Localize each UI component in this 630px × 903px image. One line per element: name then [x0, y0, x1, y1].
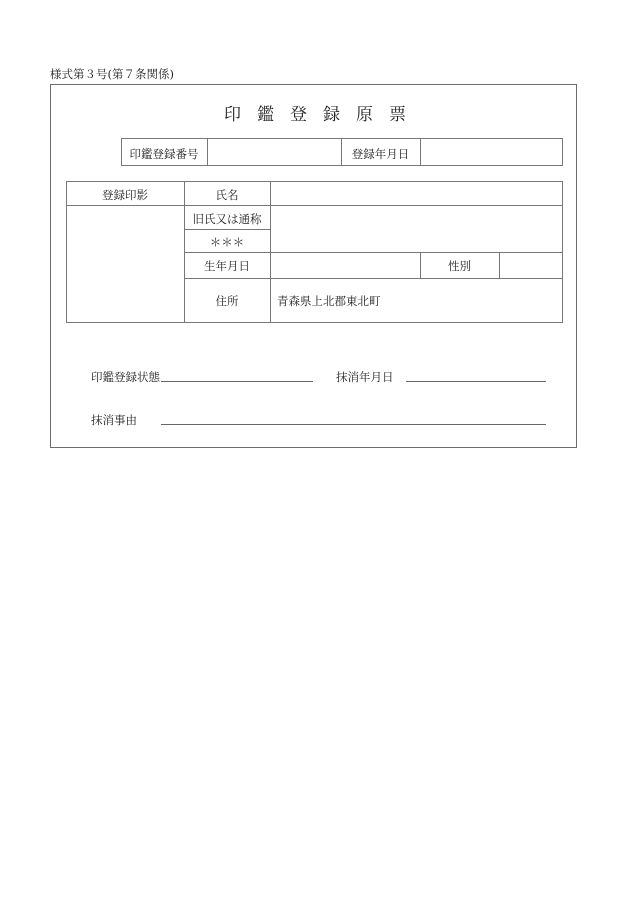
divider: [184, 278, 563, 279]
title-char: 原: [356, 105, 373, 125]
title-char: 印: [224, 105, 241, 125]
former-name-label: 旧氏又は通称: [192, 212, 262, 226]
divider: [184, 229, 270, 230]
divider: [184, 252, 563, 253]
registration-number-label: 印鑑登録番号: [129, 147, 199, 161]
divider: [207, 138, 208, 166]
address-value: 青森県上北郡東北町: [277, 294, 381, 308]
cancel-date-label: 抹消年月日: [336, 370, 394, 384]
cancel-reason-label: 抹消事由: [91, 413, 137, 427]
name-label: 氏名: [215, 188, 239, 202]
title-char: 鑑: [257, 105, 274, 125]
title-char: 登: [290, 105, 307, 125]
form-number-label: 様式第３号(第７条関係): [50, 67, 174, 81]
address-label: 住所: [215, 294, 239, 308]
registration-date-label: 登録年月日: [351, 147, 410, 161]
cancel-reason-underline: [161, 424, 546, 425]
cancel-date-underline: [406, 381, 546, 382]
status-label: 印鑑登録状態: [91, 370, 160, 384]
former-name-sub-label: ＊＊＊: [209, 235, 245, 249]
seal-impression-area: [67, 206, 184, 322]
title-char: 録: [323, 105, 340, 125]
title-char: 票: [389, 105, 406, 125]
birthdate-label: 生年月日: [204, 259, 250, 273]
divider: [420, 138, 421, 166]
page-title: [0, 100, 630, 125]
status-underline: [161, 381, 313, 382]
gender-label: 性別: [448, 259, 471, 273]
seal-impression-label: 登録印影: [102, 188, 148, 202]
divider: [499, 252, 500, 278]
